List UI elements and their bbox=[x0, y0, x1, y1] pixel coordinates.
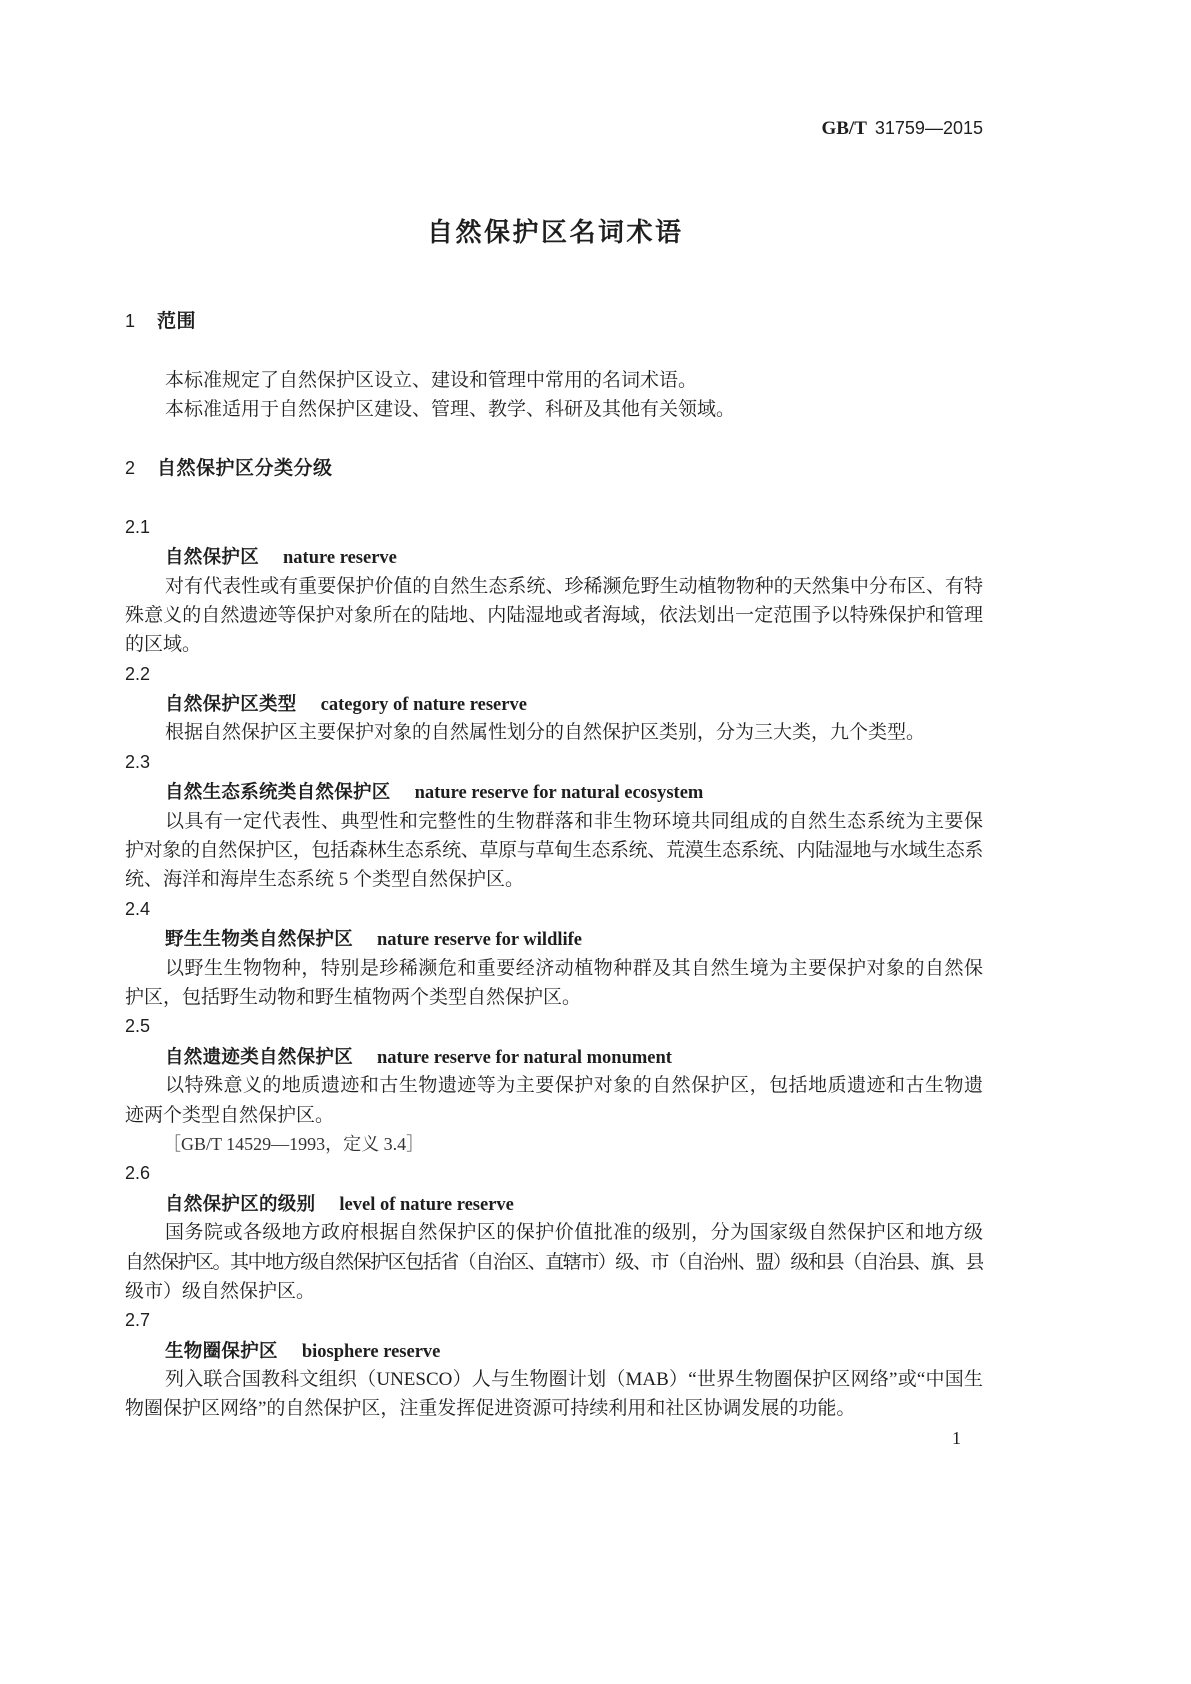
term-name-en: biosphere reserve bbox=[301, 1341, 441, 1362]
section-title: 范围 bbox=[157, 311, 197, 332]
definition-line: 护区，包括野生动物和野生植物两个类型自然保护区。 bbox=[125, 986, 582, 1008]
term-number: 2.5 bbox=[125, 1016, 151, 1037]
standard-code-number: 31759—2015 bbox=[874, 118, 983, 138]
term-number: 2.6 bbox=[125, 1163, 151, 1184]
definition-line: 国务院或各级地方政府根据自然保护区的保护价值批准的级别，分为国家级自然保护区和地方级 bbox=[165, 1222, 983, 1244]
paragraph-line: 本标准规定了自然保护区设立、建设和管理中常用的名词术语。 bbox=[165, 369, 698, 391]
term-heading bbox=[125, 1189, 983, 1218]
term-name-zh: 自然保护区的级别 bbox=[165, 1192, 316, 1214]
term-heading bbox=[125, 689, 983, 718]
definition-line: 以野生生物物种，特别是珍稀濒危和重要经济动植物种群及其自然生境为主要保护对象的自然保 bbox=[165, 957, 983, 979]
definition-line: 以具有一定代表性、典型性和完整性的生物群落和非生物环境共同组成的自然生态系统为主要保 bbox=[165, 810, 983, 832]
term-name-en: nature reserve bbox=[283, 548, 397, 569]
definition-line: 迹两个类型自然保护区。 bbox=[125, 1104, 335, 1126]
term-number: 2.4 bbox=[125, 898, 151, 919]
definition-line: 级市）级自然保护区。 bbox=[125, 1280, 316, 1302]
term-heading bbox=[125, 1336, 983, 1365]
section-heading-scope bbox=[125, 307, 983, 336]
term-name-en: nature reserve for wildlife bbox=[377, 930, 583, 951]
definition-line: 对有代表性或有重要保护价值的自然生态系统、珍稀濒危野生动植物物种的天然集中分布区、有特 bbox=[165, 575, 983, 597]
section-heading-classification bbox=[125, 454, 983, 483]
definition-line: 根据自然保护区主要保护对象的自然属性划分的自然保护区类别，分为三大类，九个类型。 bbox=[165, 722, 926, 744]
term-number: 2.2 bbox=[125, 663, 151, 684]
reference-citation: ［GB/T 14529—1993，定义 3.4］ bbox=[163, 1133, 425, 1154]
document-body bbox=[125, 307, 983, 1453]
standard-code bbox=[821, 116, 983, 140]
term-name-zh: 自然生态系统类自然保护区 bbox=[165, 781, 391, 803]
section-number: 1 bbox=[125, 311, 136, 331]
definition-line: 自然保护区。其中地方级自然保护区包括省（自治区、直辖市）级、市（自治州、盟）级和县（自治县、旗、县 bbox=[125, 1251, 983, 1273]
term-number: 2.1 bbox=[125, 516, 151, 537]
definition-line: 统、海洋和海岸生态系统 5 个类型自然保护区。 bbox=[125, 869, 525, 891]
paragraph-line: 本标准适用于自然保护区建设、管理、教学、科研及其他有关领域。 bbox=[165, 399, 736, 421]
definition-line: 殊意义的自然遗迹等保护对象所在的陆地、内陆湿地或者海域，依法划出一定范围予以特殊保护和管理 bbox=[125, 604, 983, 626]
term-heading bbox=[125, 1042, 983, 1071]
term-name-zh: 自然保护区类型 bbox=[165, 693, 297, 715]
section-number: 2 bbox=[125, 457, 136, 478]
term-name-zh: 野生生物类自然保护区 bbox=[165, 928, 354, 950]
definition-line: 列入联合国教科文组织（UNESCO）人与生物圈计划（MAB）“世界生物圈保护区网络”或“中国生 bbox=[165, 1369, 983, 1391]
definition-line: 的区域。 bbox=[125, 634, 202, 656]
section-title: 自然保护区分类分级 bbox=[157, 457, 333, 479]
term-name-en: nature reserve for natural ecosystem bbox=[414, 783, 704, 804]
definition-line: 护对象的自然保护区，包括森林生态系统、草原与草甸生态系统、荒漠生态系统、内陆湿地与水域生态系 bbox=[125, 840, 983, 862]
term-name-zh: 自然遗迹类自然保护区 bbox=[165, 1045, 354, 1067]
term-name-en: nature reserve for natural monument bbox=[377, 1047, 672, 1068]
term-name-en: category of nature reserve bbox=[320, 695, 527, 716]
term-heading bbox=[125, 542, 983, 571]
term-name-zh: 生物圈保护区 bbox=[165, 1339, 278, 1361]
term-name-en: level of nature reserve bbox=[339, 1194, 514, 1215]
term-number: 2.3 bbox=[125, 751, 151, 772]
term-heading bbox=[125, 924, 983, 953]
definition-line: 以特殊意义的地质遗迹和古生物遗迹等为主要保护对象的自然保护区，包括地质遗迹和古生物遗 bbox=[165, 1075, 983, 1097]
term-heading bbox=[125, 777, 983, 806]
document-title: 自然保护区名词术语 bbox=[426, 217, 684, 247]
standard-code-prefix: GB/T bbox=[821, 118, 867, 139]
term-number: 2.7 bbox=[125, 1310, 151, 1331]
definition-line: 物圈保护区网络”的自然保护区，注重发挥促进资源可持续利用和社区协调发展的功能。 bbox=[125, 1398, 856, 1420]
term-name-zh: 自然保护区 bbox=[165, 546, 260, 568]
page-number: 1 bbox=[952, 1427, 961, 1448]
